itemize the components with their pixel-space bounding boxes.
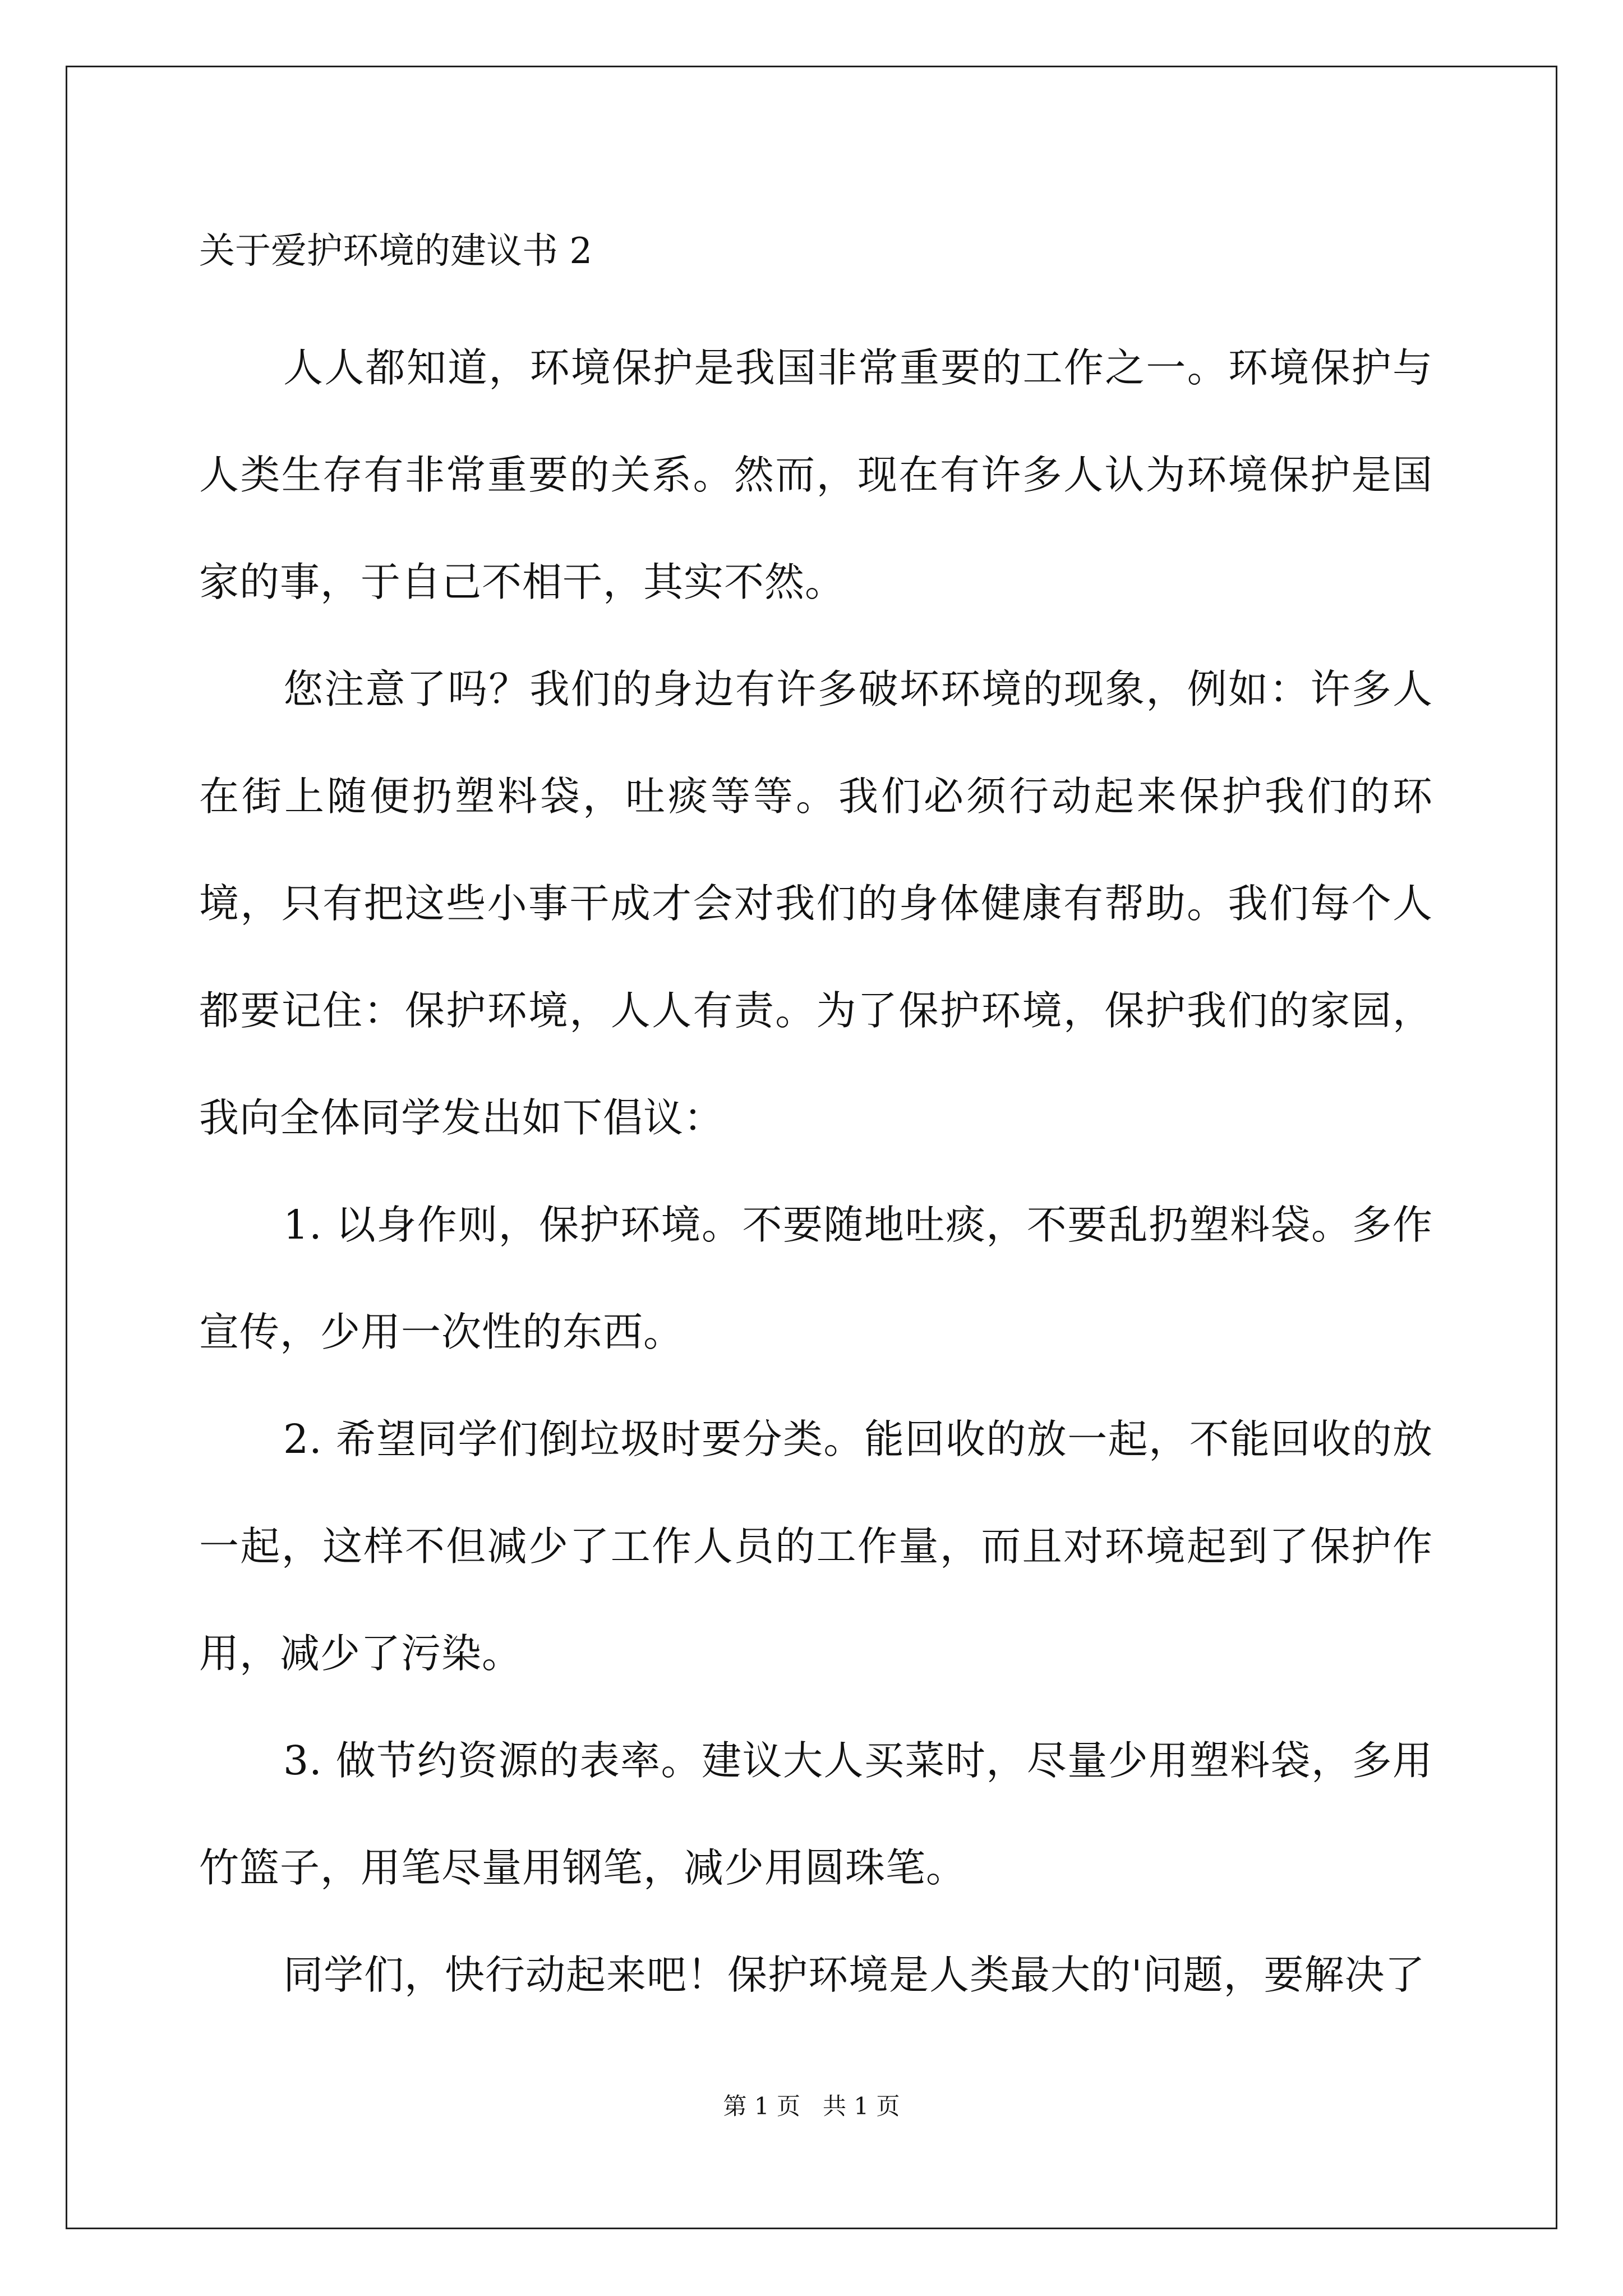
paragraph-proposal-1: 1. 以身作则，保护环境。不要随地吐痰，不要乱扔塑料袋。多作宣传，少用一次性的东西。 [199, 1202, 1433, 1355]
paragraph-proposal-3: 3. 做节约资源的表率。建议大人买菜时，尽量少用塑料袋，多用竹篮子，用笔尽量用钢笔，减少用圆珠笔。 [199, 1737, 1433, 1891]
paragraph-observation: 您注意了吗？我们的身边有许多破坏环境的现象，例如：许多人在街上随便扔塑料袋，吐痰等等。我们必须行动起来保护我们的环境，只有把这些小事干成才会对我们的身体健康有帮助。我们每个人都要记住：保护环境，人人有责。为了保护环境，保护我们的家园，我向全体同学发出如下倡议： [199, 666, 1433, 1141]
paragraph-closing: 同学们，快行动起来吧！保护环境是人类最大的'问题，要解决了 [283, 1952, 1426, 1998]
document-title: 关于爱护环境的建议书 2 [199, 231, 593, 272]
document-body [199, 213, 1433, 2028]
page-footer: 第 1 页 共 1 页 [723, 2092, 900, 2120]
paragraph-intro: 人人都知道，环境保护是我国非常重要的工作之一。环境保护与人类生存有非常重要的关系。然而，现在有许多人认为环境保护是国家的事，于自己不相干，其实不然。 [199, 344, 1433, 605]
paragraph-proposal-2: 2. 希望同学们倒垃圾时要分类。能回收的放一起，不能回收的放一起，这样不但减少了工作人员的工作量，而且对环境起到了保护作用，减少了污染。 [199, 1416, 1433, 1677]
